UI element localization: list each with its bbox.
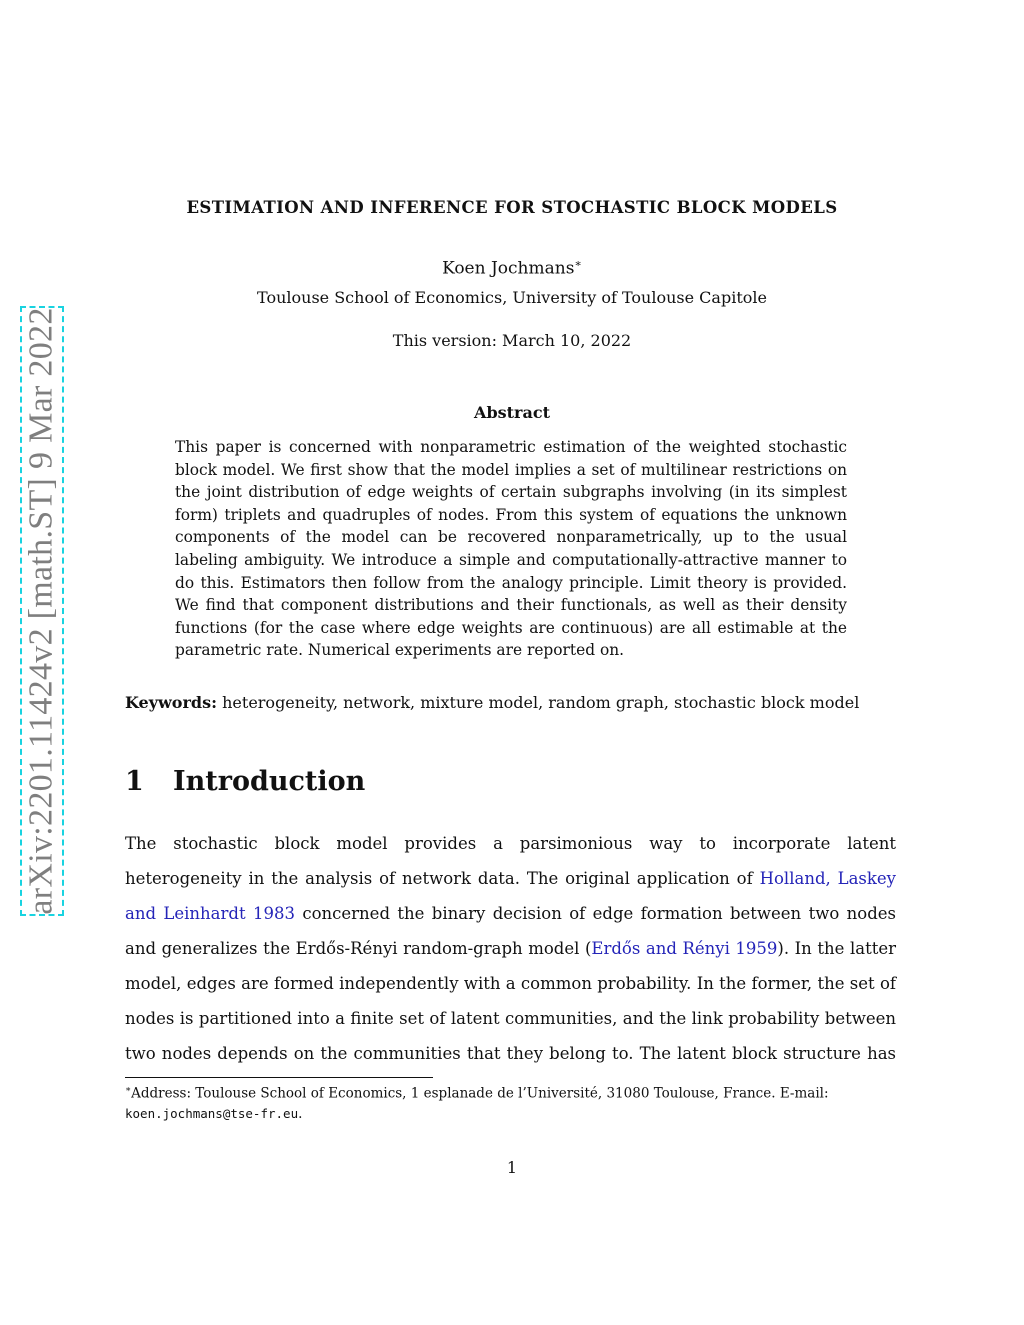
intro-text-part2: concerned the binary decision of edge formation between two nodes and generalizes the Erdős-Rényi random-graph model ( xyxy=(125,904,896,958)
intro-text-part1: The stochastic block model provides a parsimonious way to incorporate latent heterogeneity in the analysis of network data. The original application of xyxy=(125,834,896,888)
abstract-heading: Abstract xyxy=(474,403,550,422)
keywords-line xyxy=(125,693,900,712)
footnote-email[interactable]: koen.jochmans@tse-fr.eu xyxy=(125,1105,299,1121)
arxiv-identifier-stamp[interactable] xyxy=(20,306,64,916)
page-number: 1 xyxy=(506,1158,518,1177)
author-footnote-mark[interactable]: ∗ xyxy=(574,257,582,270)
footnote-rule xyxy=(125,1077,433,1078)
footnote-text: Address: Toulouse School of Economics, 1 esplanade de l’Université, 31080 Toulouse, France. E-mail: xyxy=(131,1085,829,1102)
footnote-mark: ∗ xyxy=(125,1085,132,1095)
author-name: Koen Jochmans xyxy=(442,258,575,279)
footnote-end: . xyxy=(298,1105,303,1122)
author-affiliation: Toulouse School of Economics, University of Toulouse Capitole xyxy=(257,288,767,307)
intro-text-part3: ). In the latter model, edges are formed independently with a common probability. In the former, the set of nodes is partitioned into a finite set of latent communities, and the link probability between two nodes depends on the communities that they belong to. The latent block structure has xyxy=(125,939,896,1063)
footnote xyxy=(125,1080,896,1124)
version-date: This version: March 10, 2022 xyxy=(392,331,632,350)
section-number: 1 xyxy=(125,766,144,797)
keywords-label: Keywords: xyxy=(125,693,218,712)
intro-paragraph xyxy=(125,826,896,1071)
paper-title: ESTIMATION AND INFERENCE FOR STOCHASTIC BLOCK MODELS xyxy=(186,198,838,217)
keywords-text: heterogeneity, network, mixture model, random graph, stochastic block model xyxy=(222,693,860,712)
section-heading xyxy=(125,766,365,797)
arxiv-identifier-text: arXiv:2201.11424v2 [math.ST] 9 Mar 2022 xyxy=(23,307,60,915)
section-title: Introduction xyxy=(173,766,366,797)
citation-erdos-renyi-1959[interactable]: Erdős and Rényi 1959 xyxy=(591,939,778,958)
author-line xyxy=(0,257,1024,279)
abstract-text: This paper is concerned with nonparametric estimation of the weighted stochastic block model. We first show that the model implies a set of multilinear restrictions on the joint distribution of edge weights of certain subgraphs involving (in its simplest form) triplets and quadruples of nodes. From this system of equations the unknown components of the model can be recovered nonparametrically, up to the usual labeling ambiguity. We introduce a simple and computationally-attractive manner to do this. Estimators then follow from the analogy principle. Limit theory is provided. We find that component distributions and their functionals, as well as their density functions (for the case where edge weights are continuous) are all estimable at the parametric rate. Numerical experiments are reported on. xyxy=(175,438,847,660)
citation-holland-1983[interactable]: Holland, Laskey and Leinhardt 1983 xyxy=(125,869,896,923)
